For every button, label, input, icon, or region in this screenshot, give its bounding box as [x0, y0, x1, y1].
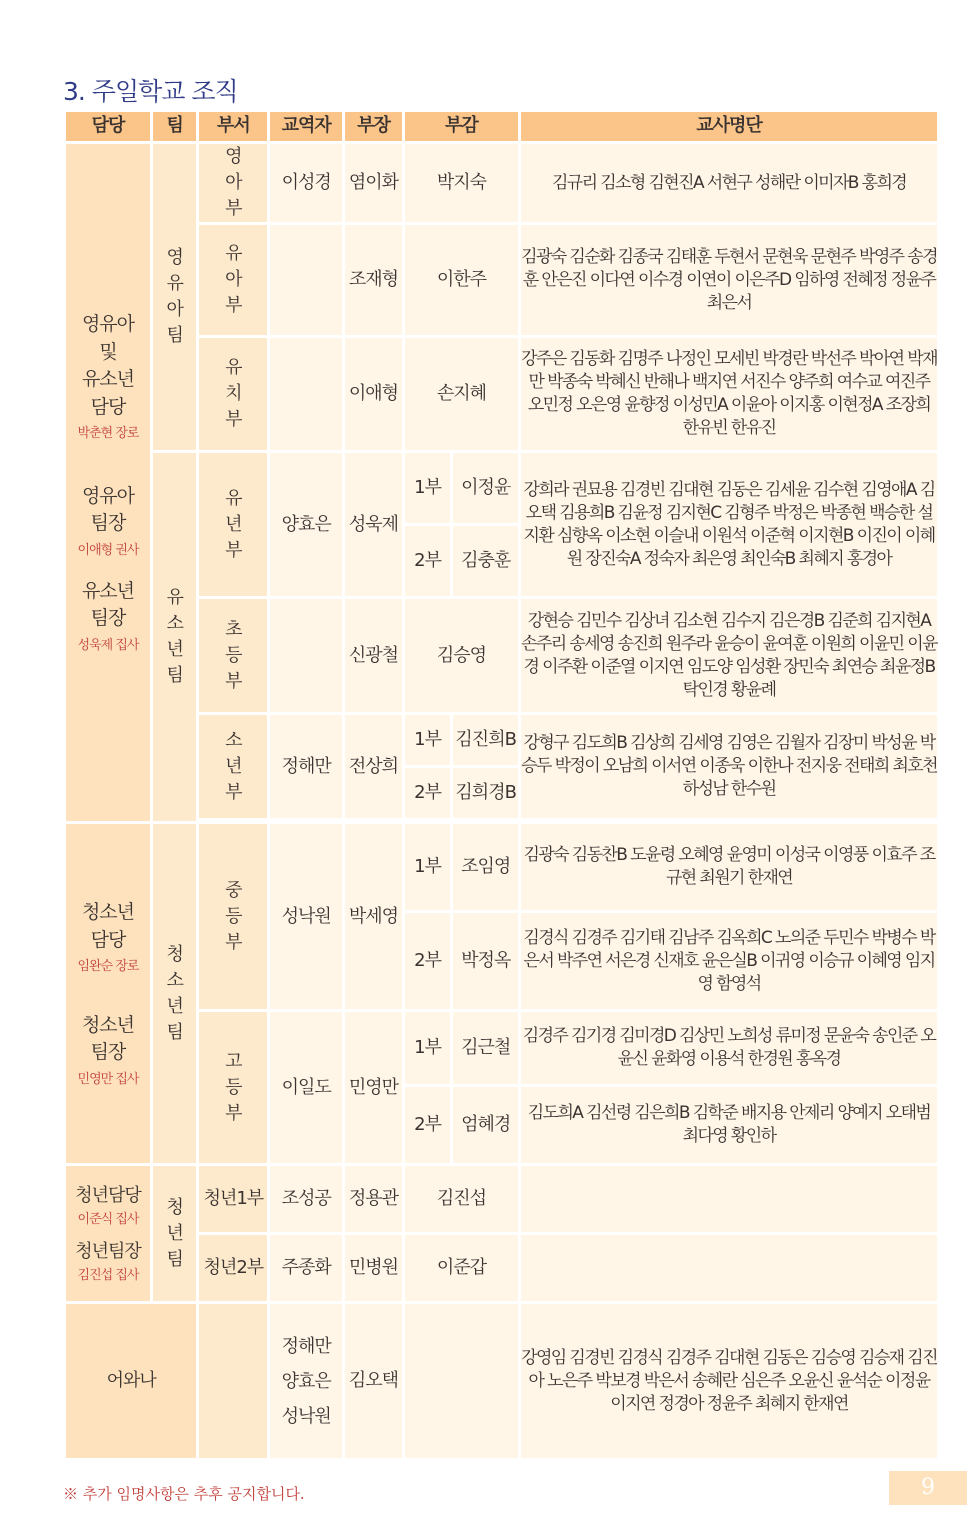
deputy: 이준갑: [405, 1235, 518, 1301]
head: 민병원: [345, 1235, 402, 1301]
header-charge: 담당: [66, 112, 150, 141]
deputy: 손지혜: [405, 338, 518, 450]
page-title: 3. 주일학교 조직: [63, 77, 238, 106]
deputy: 김희경B: [453, 768, 518, 818]
deputy: 김근철: [453, 1012, 518, 1084]
leader-title: 영유아 및 유소년 담당: [81, 313, 135, 418]
leader-title: 청년팀장: [75, 1240, 141, 1262]
deputy: 박지숙: [405, 144, 518, 222]
pastor: 조성공: [270, 1166, 342, 1232]
deputy: 박정옥: [453, 913, 518, 1009]
dept-name: 청년1부: [199, 1166, 267, 1232]
row-young-2: [66, 1235, 937, 1301]
leader-name: 민영만 집사: [77, 1071, 139, 1087]
deputy: 조임영: [453, 824, 518, 910]
leader-cell-infant-youth: [66, 144, 150, 821]
row-middle-2: [66, 913, 937, 1009]
head: 민영만: [345, 1012, 402, 1163]
pastor: 정해만: [270, 715, 342, 818]
pastor: [270, 599, 342, 712]
leader-title: 청년담당: [75, 1185, 141, 1207]
teacher-list: 강영임 김경빈 김경식 김경주 김대현 김동은 김승영 김승재 김진아 노은주 박보경 박은서 송혜란 심은주 오윤신 윤석순 이정윤 이지연 정경아 정윤주 최혜지 한재연: [521, 1304, 937, 1458]
sub-dept: 2부: [405, 526, 451, 596]
pastor: 양효은: [270, 453, 342, 596]
row-infant-dept: [66, 144, 937, 222]
header-dept: 부서: [199, 112, 267, 141]
dept-name: 소년부: [199, 715, 267, 818]
row-elementary: [66, 599, 937, 712]
teacher-list: [521, 1235, 937, 1301]
leader-title: 청소년 담당: [81, 901, 135, 951]
row-middle-1: [66, 824, 937, 910]
team-youth: 유소년팀: [153, 453, 197, 821]
sunday-school-org-table: [63, 109, 940, 1461]
deputy: 김승영: [405, 599, 518, 712]
dept-name: 고등부: [199, 1012, 267, 1163]
teacher-list: 김도희A 김선령 김은희B 김학준 배지용 안제리 양예지 오태범 최다영 황인하: [521, 1087, 937, 1163]
deputy: 이한주: [405, 225, 518, 335]
row-toddler: [66, 225, 937, 335]
teacher-list: 강형구 김도희B 김상희 김세영 김영은 김월자 김장미 박성윤 박승두 박정이 오남희 이서연 이종욱 이한나 전지웅 전태희 최호천 하성남 한수원: [521, 715, 937, 818]
leader-name: 김진섭 집사: [77, 1267, 139, 1283]
sub-dept: 1부: [405, 824, 451, 910]
team-teen: 청소년팀: [153, 824, 197, 1163]
teacher-list: 김광숙 김순화 김종국 김태훈 두현서 문현욱 문현주 박영주 송경훈 안은진 이다연 이수경 이연이 이은주D 임하영 전혜정 정윤주 최은서: [521, 225, 937, 335]
dept-name: 초등부: [199, 599, 267, 712]
sub-dept: 1부: [405, 453, 451, 523]
leader-cell-owana: 어와나: [66, 1304, 196, 1458]
teacher-list: 김광숙 김동찬B 도윤령 오혜영 윤영미 이성국 이영풍 이효주 조규현 최원기 한재연: [521, 824, 937, 910]
deputy: 엄혜경: [453, 1087, 518, 1163]
dept-name: 유아부: [199, 225, 267, 335]
deputy: 김진희B: [453, 715, 518, 765]
leader-cell-teen: [66, 824, 150, 1163]
head: 염이화: [345, 144, 402, 222]
pastor: [270, 1304, 342, 1458]
dept-name: 중등부: [199, 824, 267, 1009]
row-young-1: [66, 1166, 937, 1232]
header-teachers: 교사명단: [521, 112, 937, 141]
row-high-2: [66, 1087, 937, 1163]
header-head: 부장: [345, 112, 402, 141]
deputy: 김충훈: [453, 526, 518, 596]
sub-dept: 1부: [405, 1012, 451, 1084]
deputy: [405, 1304, 518, 1458]
pastor: 주종화: [270, 1235, 342, 1301]
dept-name: 유년부: [199, 453, 267, 596]
row-child-1: [66, 453, 937, 523]
pastor: 성낙원: [270, 824, 342, 1009]
teacher-list: 김경식 김경주 김기태 김남주 김옥희C 노의준 두민수 박병수 박은서 박주연 서은경 신재호 윤은실B 이귀영 이승규 이혜영 임지영 함영석: [521, 913, 937, 1009]
pastor: [270, 225, 342, 335]
head: 조재형: [345, 225, 402, 335]
pastor-name: 정해만: [281, 1335, 331, 1357]
teacher-list: 강희라 권묘용 김경빈 김대현 김동은 김세윤 김수현 김영애A 김오택 김용희B 김윤정 김지현C 김형주 박정은 박종현 백승한 설지환 심향옥 이소현 이슬내 이원석 이준혁 이지현B 이진이 이혜원 장진숙A 정숙자 최은영 최인숙B 최혜지 홍경아: [521, 453, 937, 596]
leader-title: 유소년 팀장: [81, 579, 135, 630]
row-junior-1: [66, 715, 937, 765]
teacher-list: 김규리 김소형 김현진A 서현구 성해란 이미자B 홍희경: [521, 144, 937, 222]
header-row: [66, 112, 937, 141]
dept-name: 청년2부: [199, 1235, 267, 1301]
sub-dept: 2부: [405, 768, 451, 818]
pastor: 이일도: [270, 1012, 342, 1163]
head: 성욱제: [345, 453, 402, 596]
dept-name: [199, 1304, 267, 1458]
leader-name: 임완순 장로: [77, 959, 139, 975]
sub-dept: 2부: [405, 1087, 451, 1163]
header-pastor: 교역자: [270, 112, 342, 141]
pastor: 이성경: [270, 144, 342, 222]
head: 전상희: [345, 715, 402, 818]
head: 이애형: [345, 338, 402, 450]
team-infant: 영유아팀: [153, 144, 197, 450]
header-deputy: 부감: [405, 112, 518, 141]
head: 신광철: [345, 599, 402, 712]
teacher-list: 강현승 김민수 김상녀 김소현 김수지 김은경B 김준희 김지현A 손주리 송세영 송진희 원주라 윤승이 윤여훈 이원희 이윤민 이윤경 이주환 이준열 이지연 임도양 임성환 장민숙 최연승 최윤정B 탁인경 황윤례: [521, 599, 937, 712]
head: 정용관: [345, 1166, 402, 1232]
deputy: 김진섭: [405, 1166, 518, 1232]
leader-cell-young: [66, 1166, 150, 1301]
leader-name: 이애형 권사: [77, 542, 139, 558]
leader-name: 성욱제 집사: [77, 637, 139, 653]
dept-name: 영아부: [199, 144, 267, 222]
pastor-name: 양효은: [281, 1370, 331, 1392]
team-young: 청년팀: [153, 1166, 197, 1301]
footnote: ※ 추가 임명사항은 추후 공지합니다.: [63, 1485, 305, 1503]
leader-title: 청소년 팀장: [81, 1013, 135, 1064]
teacher-list: 강주은 김동화 김명주 나정인 모세빈 박경란 박선주 박아연 박재만 박종숙 박혜신 반해나 백지연 서진수 양주희 여수교 여진주 오민정 오은영 윤향정 이성민A 이윤아 이지홍 이현정A 조장희 한유빈 한유진: [521, 338, 937, 450]
leader-name: 이준식 집사: [77, 1212, 139, 1228]
teacher-list: [521, 1166, 937, 1232]
sub-dept: 1부: [405, 715, 451, 765]
row-kinder: [66, 338, 937, 450]
page-number: 9: [889, 1471, 967, 1505]
row-owana: [66, 1304, 937, 1458]
leader-name: 박춘현 장로: [77, 426, 139, 442]
dept-name: 유치부: [199, 338, 267, 450]
pastor-name: 성낙원: [281, 1405, 331, 1427]
pastor: [270, 338, 342, 450]
leader-title: 영유아 팀장: [81, 484, 135, 535]
teacher-list: 김경주 김기경 김미경D 김상민 노희성 류미정 문윤숙 송인준 오윤신 윤화영 이용석 한경원 홍옥경: [521, 1012, 937, 1084]
head: 박세영: [345, 824, 402, 1009]
header-team: 팀: [153, 112, 197, 141]
row-high-1: [66, 1012, 937, 1084]
head: 김오택: [345, 1304, 402, 1458]
deputy: 이정윤: [453, 453, 518, 523]
sub-dept: 2부: [405, 913, 451, 1009]
